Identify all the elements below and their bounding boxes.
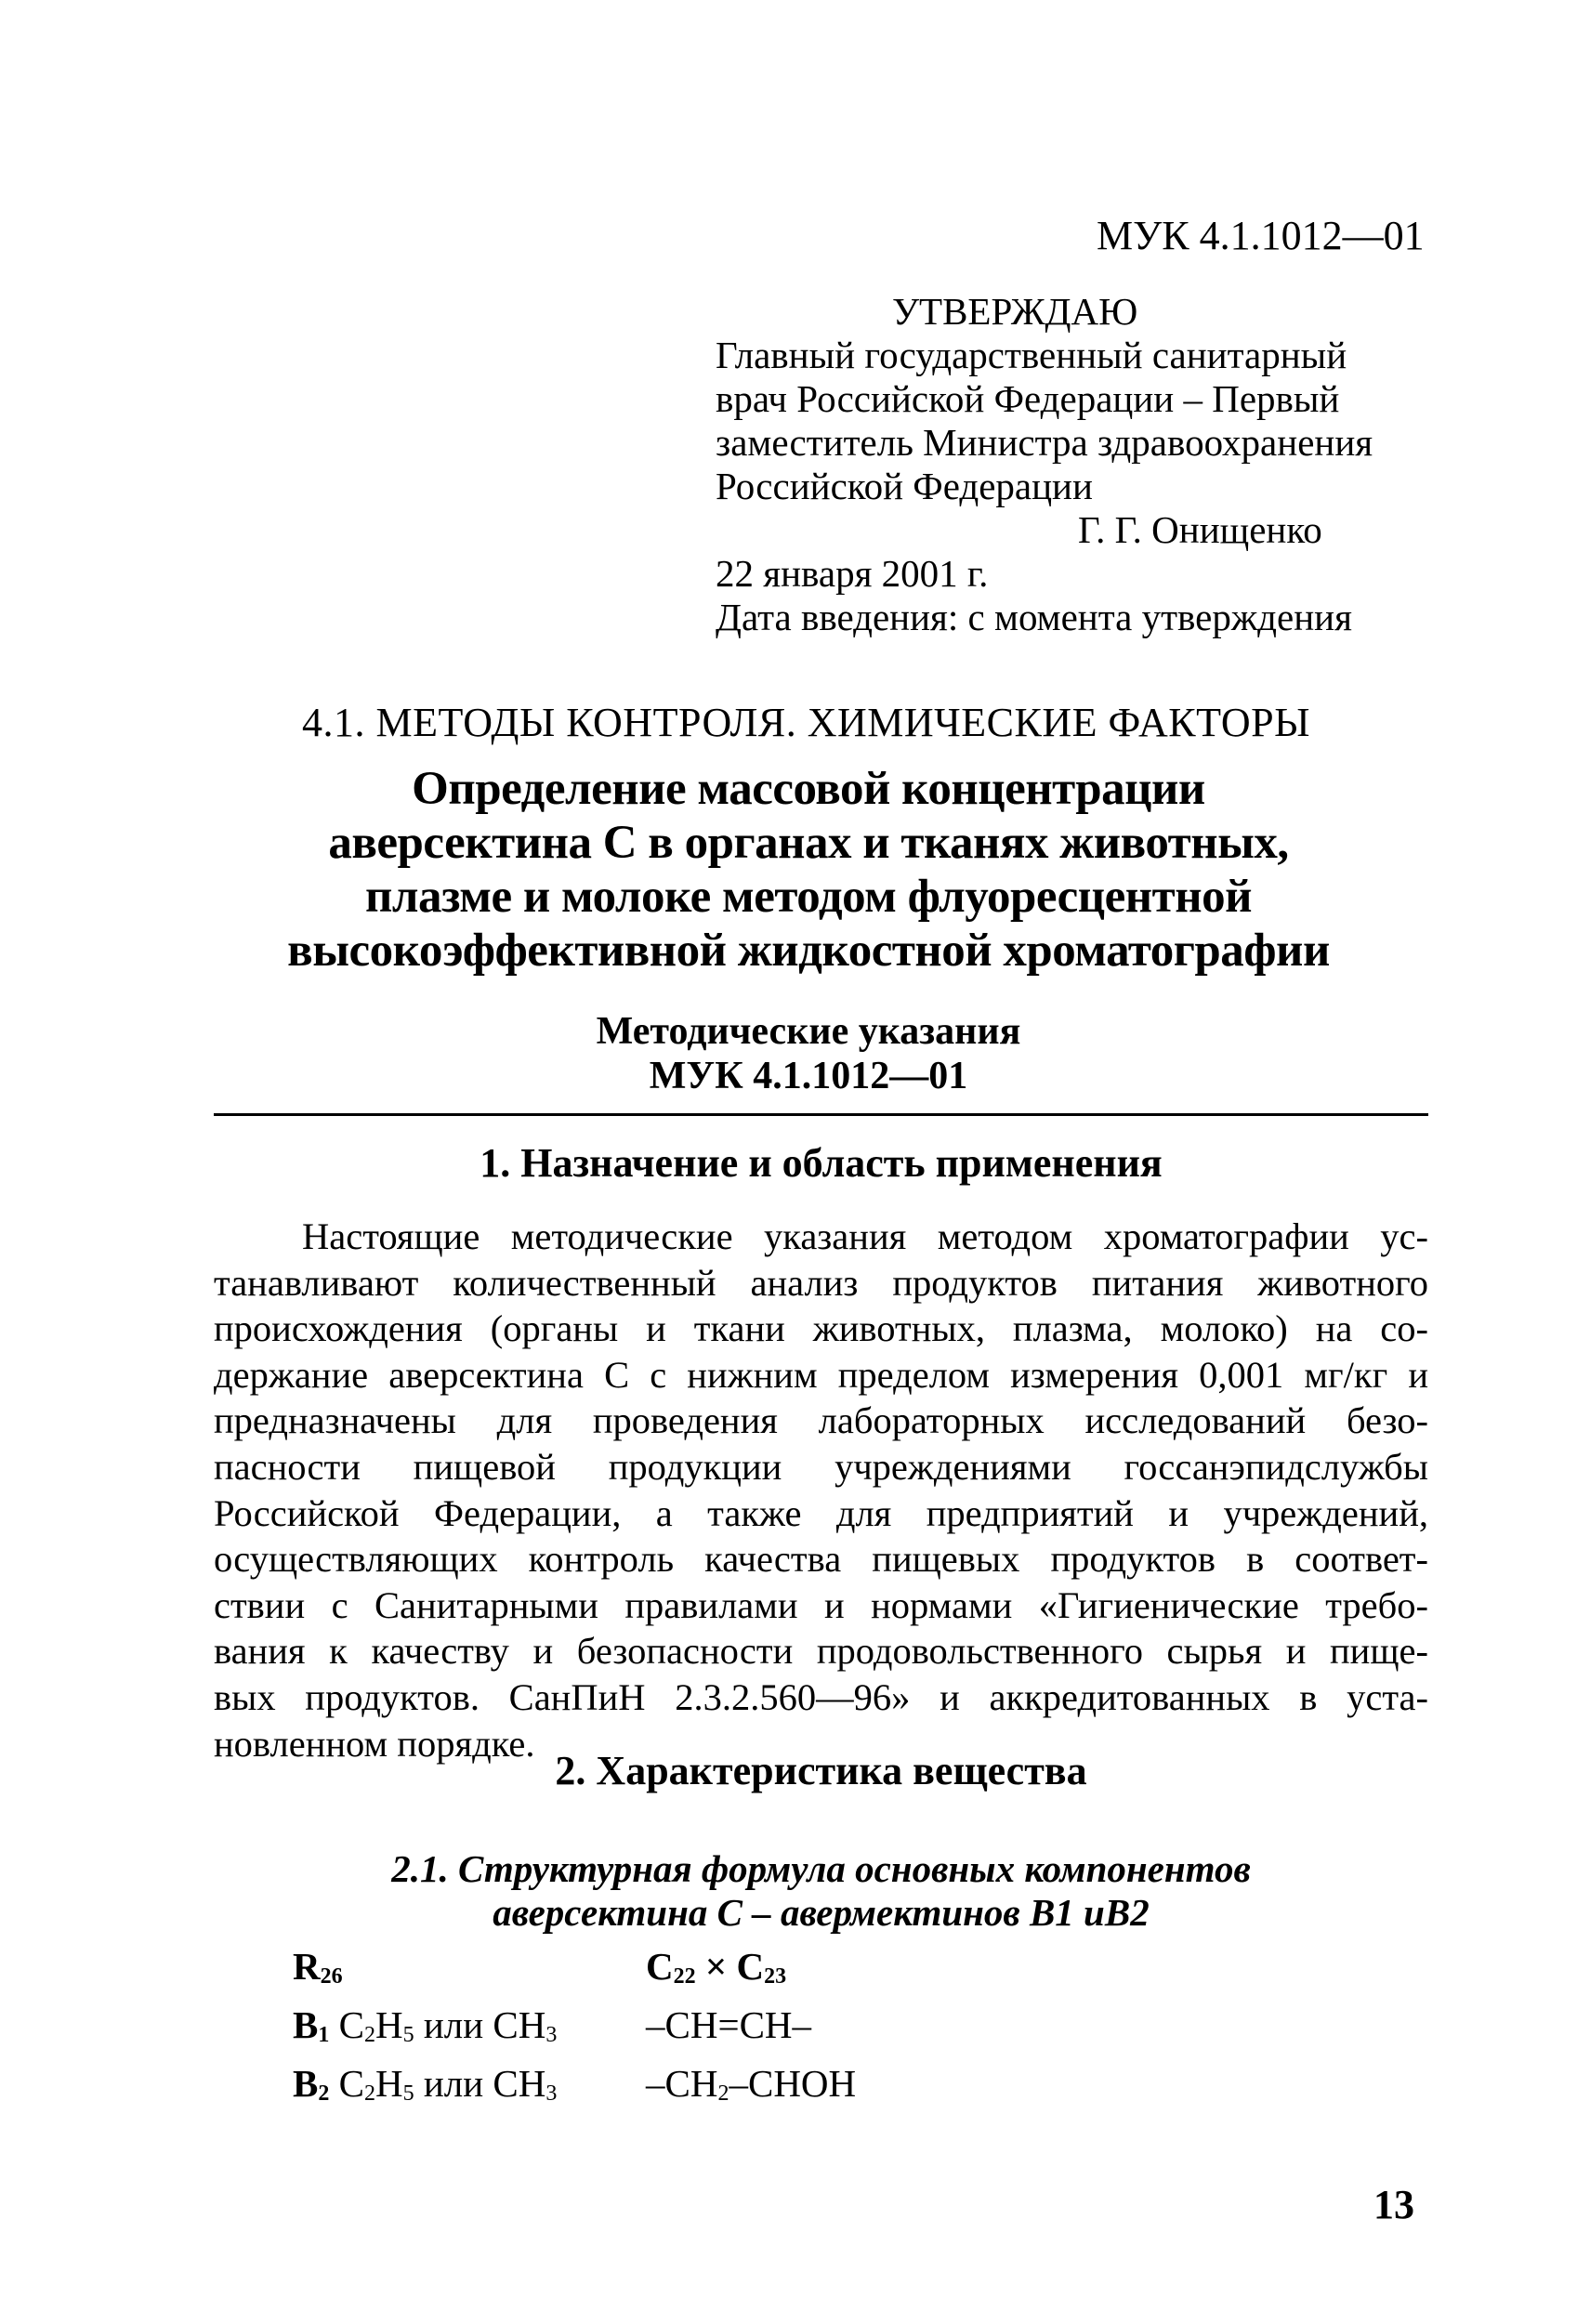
approval-effective-date: Дата введения: с момента утверждения bbox=[716, 596, 1352, 638]
formula-c-cell: –CH=CH– bbox=[646, 2003, 812, 2046]
page-number: 13 bbox=[1373, 2182, 1414, 2227]
approval-line: заместитель Министра здравоохранения bbox=[716, 421, 1373, 464]
paragraph-line: осуществляющих контроль качества пищевых продуктов в соответ- bbox=[214, 1538, 1428, 1581]
document-kind: Методические указания bbox=[596, 1010, 1021, 1053]
title-line: высокоэффективной жидкостной хроматографии bbox=[287, 925, 1330, 977]
formula-table bbox=[293, 1942, 1018, 2118]
paragraph-line: Российской Федерации, а также для предприятий и учреждений, bbox=[214, 1491, 1428, 1534]
approval-line: Главный государственный санитарный bbox=[716, 334, 1347, 376]
paragraph-line: новленном порядке. bbox=[214, 1722, 535, 1765]
formula-r-cell: $B_2$ $C_2H_5$ или $CH_3$ bbox=[293, 2062, 558, 2106]
paragraph-line: вания к качеству и безопасности продовольственного сырья и пище- bbox=[214, 1630, 1428, 1673]
approval-title: УТВЕРЖДАЮ bbox=[892, 290, 1138, 333]
horizontal-rule bbox=[214, 1113, 1428, 1116]
section-heading: 4.1. МЕТОДЫ КОНТРОЛЯ. ХИМИЧЕСКИЕ ФАКТОРЫ bbox=[302, 700, 1311, 745]
paragraph-line: происхождения (органы и ткани животных, плазма, молоко) на со- bbox=[214, 1307, 1428, 1350]
paragraph-line: ствии с Санитарными правилами и нормами «Гигиенические требо- bbox=[214, 1583, 1428, 1626]
formula-header-row bbox=[293, 1942, 1018, 2001]
document-type bbox=[214, 1009, 1403, 1098]
section-1-paragraph bbox=[214, 1214, 1428, 1766]
title-line: аверсектина С в органах и тканях животных, bbox=[328, 817, 1289, 869]
approval-line: врач Российской Федерации – Первый bbox=[716, 377, 1340, 420]
title-line: плазме и молоке методом флуоресцентной bbox=[365, 871, 1252, 923]
section-1-heading: 1. Назначение и область применения bbox=[480, 1140, 1163, 1186]
document-title bbox=[214, 762, 1403, 978]
section-2-heading: 2. Характеристика вещества bbox=[555, 1748, 1087, 1793]
paragraph-line: предназначены для проведения лабораторных исследований безо- bbox=[214, 1399, 1428, 1442]
approval-date: 22 января 2001 г. bbox=[716, 552, 989, 595]
paragraph-line: танавливают количественный анализ продуктов питания животного bbox=[214, 1261, 1428, 1304]
formula-header-c: $C_{22} \times C_{23}$ bbox=[646, 1945, 787, 1989]
formula-c-cell: $-CH_2$–CHOH bbox=[646, 2062, 857, 2106]
approval-block bbox=[716, 290, 1422, 639]
approval-signatory: Г. Г. Онищенко bbox=[1078, 508, 1322, 551]
title-line: Определение массовой концентрации bbox=[412, 763, 1205, 815]
approval-line: Российской Федерации bbox=[716, 465, 1093, 507]
paragraph-line: Настоящие методические указания методом хроматографии ус- bbox=[302, 1215, 1428, 1257]
section-2-subheading bbox=[214, 1847, 1428, 1935]
document-type-code: МУК 4.1.1012—01 bbox=[649, 1055, 968, 1097]
subheading-line: аверсектина С – авермектинов B1 иB2 bbox=[493, 1891, 1150, 1934]
paragraph-line: вых продуктов. СанПиН 2.3.2.560—96» и аккредитованных в уста- bbox=[214, 1675, 1428, 1718]
formula-header-r: $R_{26}$ bbox=[293, 1945, 343, 1989]
subheading-line: 2.1. Структурная формула основных компонентов bbox=[391, 1847, 1251, 1890]
paragraph-line: держание аверсектина С с нижним пределом измерения 0,001 мг/кг и bbox=[214, 1353, 1428, 1396]
formula-r-cell: $B_1$ $C_2H_5$ или $CH_3$ bbox=[293, 2003, 558, 2047]
document-code: МУК 4.1.1012—01 bbox=[1097, 213, 1425, 258]
paragraph-line: пасности пищевой продукции учреждениями госсанэпидслужбы bbox=[214, 1445, 1428, 1488]
formula-row-b1 bbox=[293, 2001, 1018, 2059]
formula-row-b2 bbox=[293, 2059, 1018, 2118]
